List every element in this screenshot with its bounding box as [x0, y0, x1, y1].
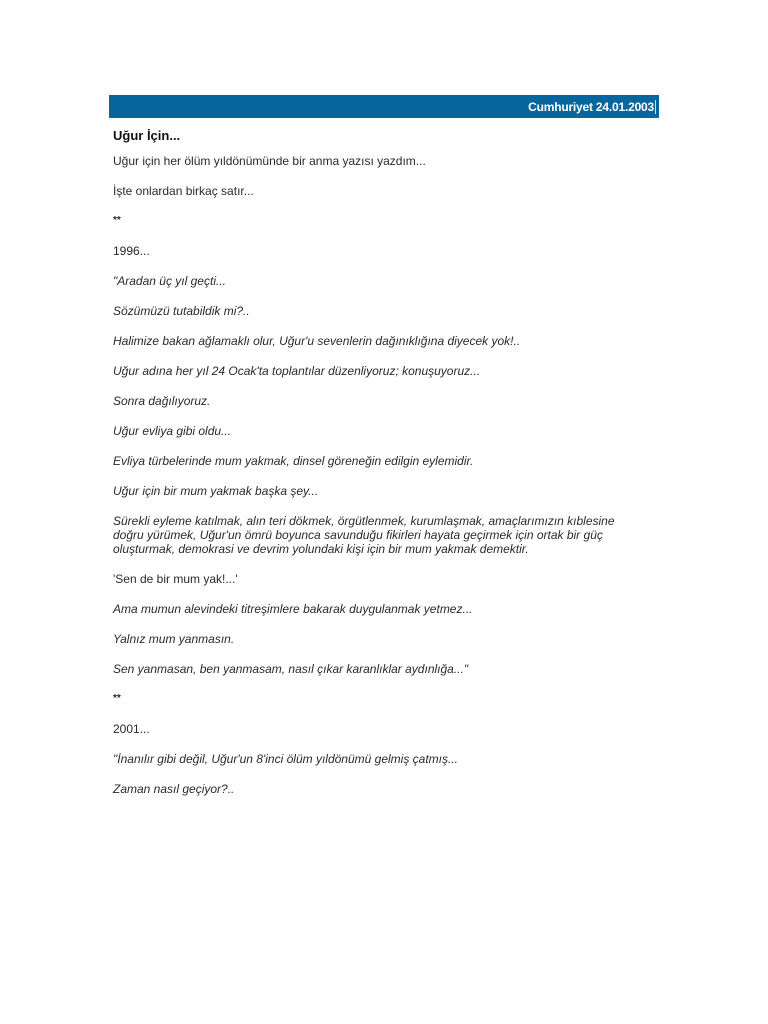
year-2001: 2001... — [113, 722, 150, 736]
paragraph-20: Zaman nasıl geçiyor?.. — [113, 782, 235, 796]
paragraph-2: İşte onlardan birkaç satır... — [113, 184, 254, 198]
section-separator-1: ** — [113, 215, 121, 226]
paragraph-19: "İnanılır gibi değil, Uğur'un 8'inci ölüm yıldönümü gelmiş çatmış... — [113, 752, 458, 766]
paragraph-12: Sürekli eyleme katılmak, alın teri dökmek, örgütlenmek, kurumlaşmak, amaçlarımızın kıblesine doğru yürümek, Uğur'un ömrü boyunca savunduğu fikirleri hayata geçirmek için ortak bir güç oluşturmak, demokrasi ve devrim yolundaki kişi için bir mum yakmak demektir. — [113, 514, 615, 556]
document-page — [109, 95, 659, 812]
paragraph-6: Halimize bakan ağlamaklı olur, Uğur'u sevenlerin dağınıklığına diyecek yok!.. — [113, 334, 521, 348]
paragraph-15: Yalnız mum yanmasın. — [113, 632, 235, 646]
header-date: Cumhuriyet 24.01.2003 — [528, 99, 654, 114]
header-separator — [655, 100, 656, 114]
article-title: Uğur İçin... — [113, 128, 181, 143]
paragraph-11: Uğur için bir mum yakmak başka şey... — [113, 484, 319, 498]
paragraph-10: Evliya türbelerinde mum yakmak, dinsel göreneğin edilgin eylemidir. — [113, 454, 474, 468]
header-bar — [109, 95, 659, 118]
paragraph-8: Sonra dağılıyoruz. — [113, 394, 211, 408]
paragraph-9: Uğur evliya gibi oldu... — [113, 424, 232, 438]
section-separator-2: ** — [113, 693, 121, 704]
paragraph-5: Sözümüzü tutabildik mi?.. — [113, 304, 250, 318]
paragraph-1: Uğur için her ölüm yıldönümünde bir anma yazısı yazdım... — [113, 154, 426, 168]
year-1996: 1996... — [113, 244, 150, 258]
paragraph-4: "Aradan üç yıl geçti... — [113, 274, 226, 288]
paragraph-16: Sen yanmasan, ben yanmasam, nasıl çıkar karanlıklar aydınlığa..." — [113, 662, 469, 676]
paragraph-13: 'Sen de bir mum yak!...' — [113, 572, 238, 586]
paragraph-7: Uğur adına her yıl 24 Ocak'ta toplantılar düzenliyoruz; konuşuyoruz... — [113, 364, 481, 378]
paragraph-14: Ama mumun alevindeki titreşimlere bakarak duygulanmak yetmez... — [113, 602, 473, 616]
article-body — [113, 154, 643, 796]
